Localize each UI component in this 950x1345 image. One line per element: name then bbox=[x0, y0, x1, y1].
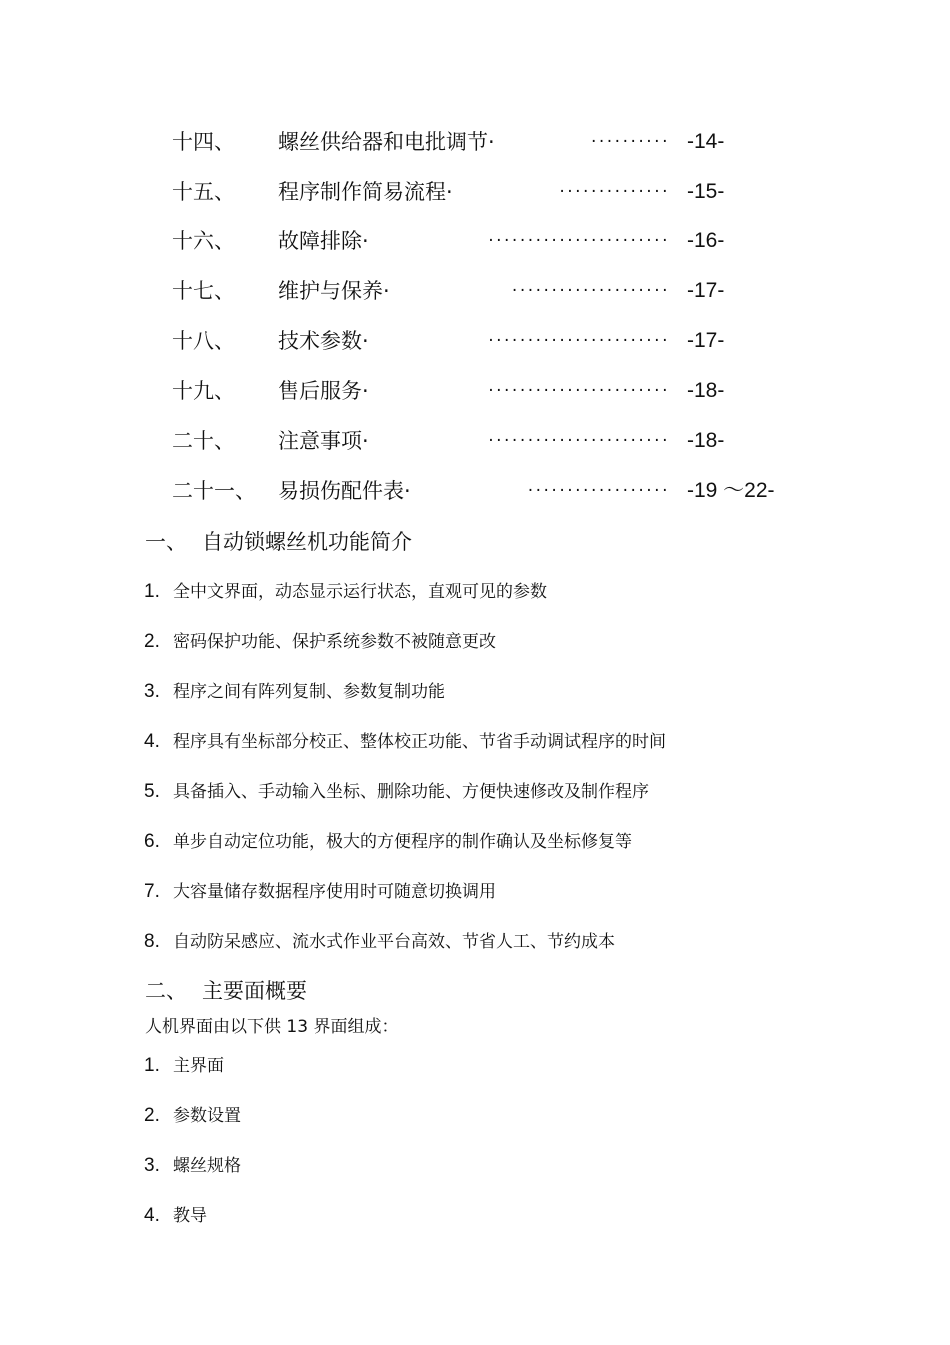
list-item-text: 单步自动定位功能，极大的方便程序的制作确认及坐标修复等 bbox=[173, 832, 632, 852]
toc-leader-dots: ···················· bbox=[511, 281, 670, 301]
section-number: 二、 bbox=[145, 979, 187, 1003]
list-item-number: 7. bbox=[144, 881, 160, 902]
toc-number: 十五、 bbox=[172, 180, 235, 204]
toc-title: 维护与保养· bbox=[278, 279, 390, 303]
list-item-text: 参数设置 bbox=[173, 1106, 241, 1126]
toc-page: -19 ～22- bbox=[687, 479, 775, 502]
section-number: 一、 bbox=[145, 530, 187, 554]
toc-entry bbox=[0, 226, 950, 256]
toc-leader-dots: ·················· bbox=[527, 481, 670, 501]
section-title: 自动锁螺丝机功能简介 bbox=[202, 530, 412, 554]
toc-title: 注意事项· bbox=[278, 429, 369, 453]
toc-number: 十四、 bbox=[172, 130, 235, 154]
toc-page: -15- bbox=[687, 180, 725, 203]
toc-number: 二十、 bbox=[172, 429, 235, 453]
intro-text: 人机界面由以下供 13 界面组成： bbox=[145, 1017, 399, 1037]
toc-leader-dots: ·········· bbox=[590, 132, 670, 152]
toc-number: 十八、 bbox=[172, 329, 235, 353]
list-item-number: 1. bbox=[144, 1055, 160, 1076]
toc-title: 故障排除· bbox=[278, 229, 369, 253]
toc-entry bbox=[0, 177, 950, 207]
list-item-text: 螺丝规格 bbox=[173, 1156, 241, 1176]
list-item-number: 2. bbox=[144, 1105, 160, 1126]
toc-title: 售后服务· bbox=[278, 379, 369, 403]
toc-leader-dots: ······················· bbox=[488, 381, 670, 401]
list-item-text: 教导 bbox=[173, 1206, 207, 1226]
list-item-text: 密码保护功能、保护系统参数不被随意更改 bbox=[173, 632, 496, 652]
toc-entry bbox=[0, 326, 950, 356]
list-item-text: 主界面 bbox=[173, 1056, 224, 1076]
toc-leader-dots: ······················· bbox=[488, 431, 670, 451]
toc-entry bbox=[0, 476, 950, 506]
toc-entry bbox=[0, 127, 950, 157]
toc-entry bbox=[0, 276, 950, 306]
toc-number: 十九、 bbox=[172, 379, 235, 403]
section-title: 主要面概要 bbox=[202, 979, 307, 1003]
toc-page: -18- bbox=[687, 379, 725, 402]
toc-number: 十七、 bbox=[172, 279, 235, 303]
toc-page: -17- bbox=[687, 279, 725, 302]
toc-leader-dots: ·············· bbox=[559, 182, 670, 202]
toc-title: 程序制作简易流程· bbox=[278, 180, 453, 204]
list-item-text: 大容量储存数据程序使用时可随意切换调用 bbox=[173, 882, 496, 902]
list-item-number: 5. bbox=[144, 781, 160, 802]
toc-leader-dots: ······················· bbox=[488, 331, 670, 351]
list-item-number: 6. bbox=[144, 831, 160, 852]
toc-entry bbox=[0, 426, 950, 456]
toc-title: 螺丝供给器和电批调节· bbox=[278, 130, 495, 154]
toc-page: -18- bbox=[687, 429, 725, 452]
toc-number: 二十一、 bbox=[172, 479, 256, 503]
list-item-text: 具备插入、手动输入坐标、删除功能、方便快速修改及制作程序 bbox=[173, 782, 649, 802]
list-item-number: 3. bbox=[144, 681, 160, 702]
list-item-text: 自动防呆感应、流水式作业平台高效、节省人工、节约成本 bbox=[173, 932, 615, 952]
list-item-text: 程序具有坐标部分校正、整体校正功能、节省手动调试程序的时间 bbox=[173, 732, 666, 752]
list-item-number: 4. bbox=[144, 1205, 160, 1226]
toc-number: 十六、 bbox=[172, 229, 235, 253]
toc-page: -17- bbox=[687, 329, 725, 352]
toc-page: -14- bbox=[687, 130, 725, 153]
toc-title: 易损伤配件表· bbox=[278, 479, 411, 503]
list-item-number: 8. bbox=[144, 931, 160, 952]
list-item-number: 2. bbox=[144, 631, 160, 652]
toc-title: 技术参数· bbox=[278, 329, 369, 353]
toc-page: -16- bbox=[687, 229, 725, 252]
list-item-text: 全中文界面，动态显示运行状态，直观可见的参数 bbox=[173, 582, 547, 602]
list-item-text: 程序之间有阵列复制、参数复制功能 bbox=[173, 682, 445, 702]
toc-leader-dots: ······················· bbox=[488, 231, 670, 251]
toc-entry bbox=[0, 376, 950, 406]
list-item-number: 3. bbox=[144, 1155, 160, 1176]
list-item-number: 1. bbox=[144, 581, 160, 602]
list-item-number: 4. bbox=[144, 731, 160, 752]
